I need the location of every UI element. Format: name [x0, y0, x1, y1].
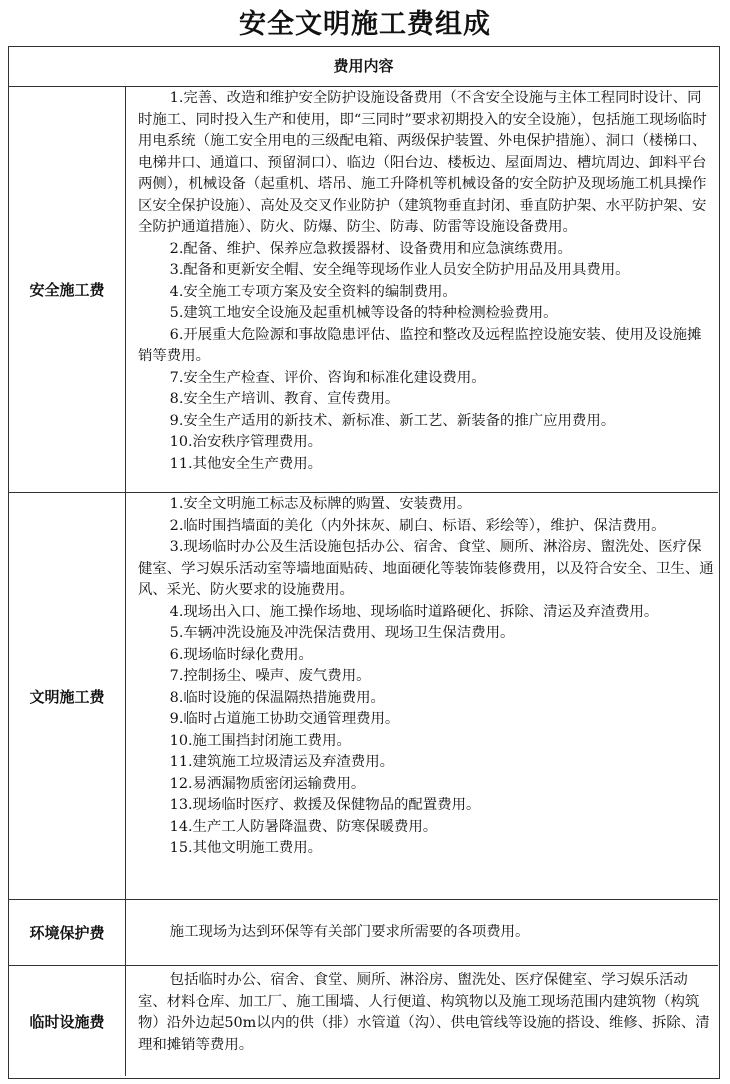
list-item: 5.建筑工地安全设施及起重机械等设备的特种检测检验费用。 — [169, 305, 558, 321]
list-item: 7.安全生产检查、评价、咨询和标准化建设费用。 — [169, 369, 486, 386]
list-item: 14.生产工人防暑降温费、防寒保暖费用。 — [169, 818, 438, 835]
list-item: 6.现场临时绿化费用。 — [169, 646, 313, 663]
list-item: 11.其他安全生产费用。 — [169, 455, 323, 472]
list-item: 9.临时占道施工协助交通管理费用。 — [169, 711, 400, 727]
list-item: 10.治安秩序管理费用。 — [169, 434, 323, 450]
list-item: 3.配备和更新安全帽、安全绳等现场作业人员安全防护用品及用具费用。 — [169, 262, 630, 278]
list-item: 15.其他文明施工费用。 — [169, 840, 323, 856]
list-item: 施工现场为达到环保等有关部门要求所需要的各项费用。 — [169, 923, 530, 940]
list-item: 2.临时围挡墙面的美化（内外抹灰、刷白、标语、彩绘等），维护、保洁费用。 — [169, 517, 666, 534]
list-item: 6.开展重大危险源和事故隐患评估、监控和整改及远程监控设施安装、使用及设施摊销等费用。 — [138, 326, 702, 364]
list-item: 4.安全施工专项方案及安全资料的编制费用。 — [169, 283, 457, 300]
safety-fee-label: 安全施工费 — [9, 86, 126, 492]
list-item: 13.现场临时医疗、救援及保健物品的配置费用。 — [169, 797, 481, 813]
temporary-facilities-fee-label: 临时设施费 — [9, 966, 126, 1076]
list-item: 12.易洒漏物质密闭运输费用。 — [169, 775, 366, 792]
fee-table — [8, 46, 720, 1079]
list-item: 2.配备、维护、保养应急救援器材、设备费用和应急演练费用。 — [169, 240, 572, 257]
list-item: 10.施工围挡封闭施工费用。 — [169, 732, 351, 749]
list-item: 4.现场出入口、施工操作场地、现场临时道路硬化、拆除、清运及弃渣费用。 — [169, 603, 659, 620]
temporary-facilities-fee-content — [126, 970, 718, 1075]
civilized-construction-fee-content — [126, 494, 718, 898]
list-item: 1.完善、改造和维护安全防护设施设备费用（不含安全设施与主体工程同时设计、同时施工、同时投入生产和使用，即“三同时”要求初期投入的安全设施），包括施工现场临时用电系统（施工安全用电的三级配电箱、两级保护装置、外电保护措施）、洞口（楼梯口、电梯井口、通道口、预留洞口）、临边（阳台边、楼板边、屋面周边、槽坑周边、卸料平台两侧），机械设备（起重机、塔吊、施工升降机等机械设备的安全防护及现场施工机具操作区安全保护设施）、高处及交叉作业防护（建筑物垂直封闭、垂直防护架、水平防护架、安全防护通道措施）、防火、防爆、防尘、防毒、防雷等设施设备费用。 — [138, 90, 707, 235]
list-item: 3.现场临时办公及生活设施包括办公、宿舍、食堂、厕所、淋浴房、盥洗处、医疗保健室、学习娱乐活动室等墙地面贴砖、地面硬化等装饰装修费用，以及符合安全、卫生、通风、采光、防火要求的设施费用。 — [138, 539, 714, 598]
list-item: 包括临时办公、宿舍、食堂、厕所、淋浴房、盥洗处、医疗保健室、学习娱乐活动室、材料仓库、加工厂、施工围墙、人行便道、构筑物以及施工现场范围内建筑物（构筑物）沿外边起50m以内的供（排）水管道（沟）、供电管线等设施的搭设、维修、拆除、清理和摊销等费用。 — [138, 972, 710, 1053]
safety-fee-content — [126, 88, 718, 492]
table-header: 费用内容 — [9, 47, 718, 87]
list-item: 8.临时设施的保温隔热措施费用。 — [169, 689, 385, 706]
list-item: 1.安全文明施工标志及标牌的购置、安装费用。 — [169, 496, 472, 512]
list-item: 9.安全生产适用的新技术、新标准、新工艺、新装备的推广应用费用。 — [169, 412, 616, 429]
list-item: 8.安全生产培训、教育、宣传费用。 — [169, 391, 400, 407]
list-item: 5.车辆冲洗设施及冲洗保洁费用、现场卫生保洁费用。 — [169, 625, 515, 641]
list-item: 11.建筑施工垃圾清运及弃渣费用。 — [169, 754, 395, 770]
environmental-protection-fee-content — [126, 900, 718, 965]
list-item: 7.控制扬尘、噪声、废气费用。 — [169, 668, 371, 684]
civilized-construction-fee-label: 文明施工费 — [9, 493, 126, 899]
document-title: 安全文明施工费组成 — [239, 9, 491, 40]
environmental-protection-fee-label: 环境保护费 — [9, 900, 126, 965]
